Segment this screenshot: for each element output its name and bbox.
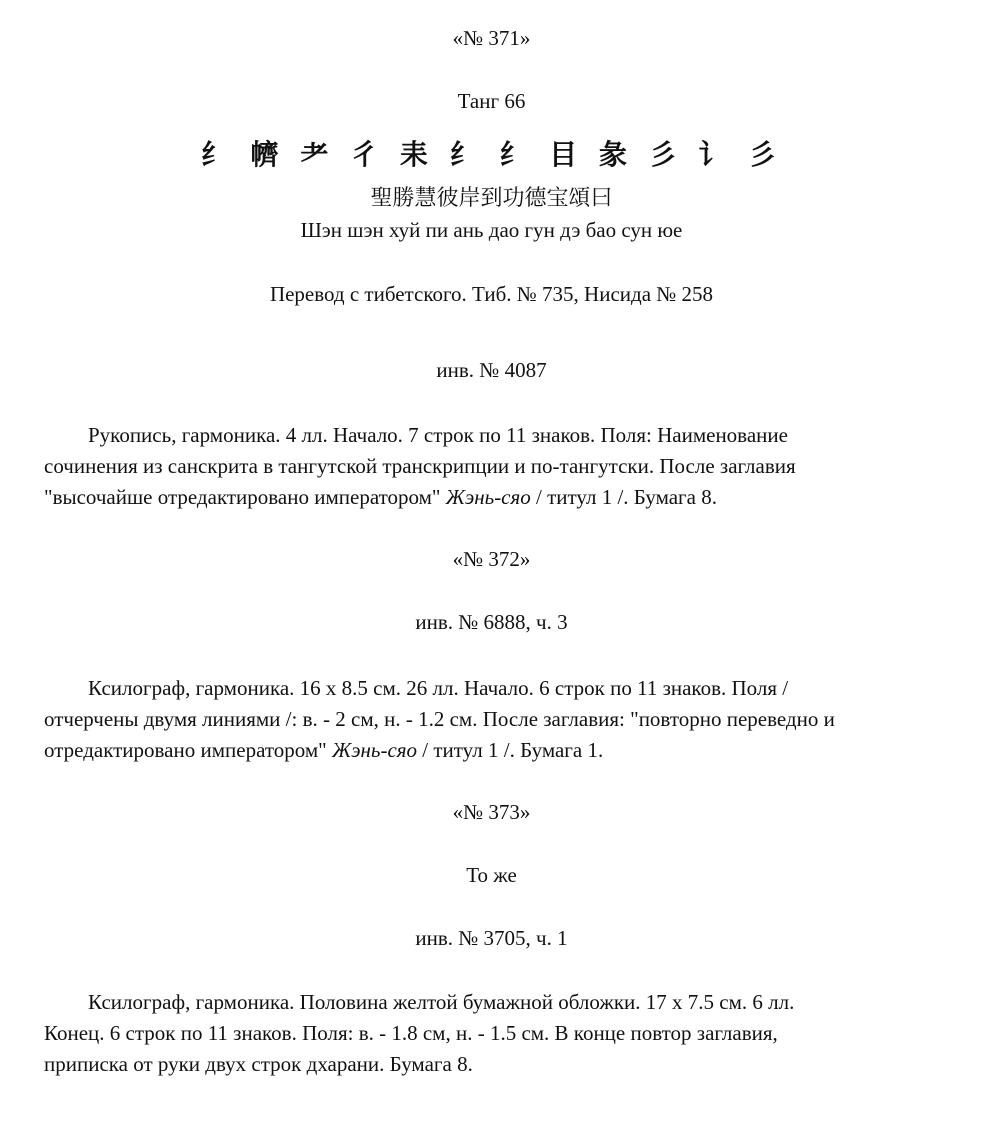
entry-description xyxy=(44,673,959,766)
description-line: Ксилограф, гармоника. 16 х 8.5 см. 26 лл. Начало. 6 строк по 11 знаков. Поля / xyxy=(88,676,789,700)
inventory-number: инв. № 6888, ч. 3 xyxy=(415,610,568,634)
entry-number: «№ 373» xyxy=(452,800,531,824)
emperor-name: Жэнь-сяо xyxy=(331,738,418,762)
description-line: отчерчены двумя линиями /: в. - 2 см, н. - 1.2 см. После заглавия: "повторно переведно и xyxy=(44,707,835,731)
emperor-name: Жэнь-сяо xyxy=(445,485,531,509)
description-line xyxy=(44,735,959,766)
description-line: Ксилограф, гармоника. Половина желтой бумажной обложки. 17 х 7.5 см. 6 лл. xyxy=(88,990,795,1014)
entry-number: «№ 371» xyxy=(452,26,531,50)
description-line: сочинения из санскрита в тангутской транскрипции и по-тангутски. После заглавия xyxy=(44,454,796,478)
description-line: Рукопись, гармоника. 4 лл. Начало. 7 строк по 11 знаков. Поля: Наименование xyxy=(88,423,788,447)
chinese-title: 聖勝慧彼岸到功德宝頌曰 xyxy=(370,186,613,211)
inventory-number: инв. № 3705, ч. 1 xyxy=(415,926,568,950)
entry-header: То же xyxy=(466,863,517,887)
description-line xyxy=(44,482,959,513)
description-line: Конец. 6 строк по 11 знаков. Поля: в. - 1.8 см, н. - 1.5 см. В конце повтор заглавия, xyxy=(44,1021,778,1045)
description-fragment: / титул 1 /. Бумага 1. xyxy=(417,738,604,762)
description-fragment: / титул 1 /. Бумага 8. xyxy=(530,485,717,509)
transliteration: Шэн шэн хуй пи ань дао гун дэ бао сун юе xyxy=(300,218,683,242)
translation-note: Перевод с тибетского. Тиб. № 735, Нисида № 258 xyxy=(269,282,714,306)
tangut-title: 纟 䶓 耂 彳 耒 纟 纟 目 彖 彡 讠 彡 xyxy=(200,138,783,171)
entry-description xyxy=(44,987,959,1080)
description-fragment: "высочайше отредактировано императором" xyxy=(44,485,446,509)
description-fragment: отредактировано императором" xyxy=(44,738,332,762)
entry-description xyxy=(44,420,959,513)
entry-number: «№ 372» xyxy=(452,547,531,571)
description-line: приписка от руки двух строк дхарани. Бумага 8. xyxy=(44,1052,473,1076)
entry-header: Танг 66 xyxy=(457,89,526,113)
inventory-number: инв. № 4087 xyxy=(436,358,547,382)
